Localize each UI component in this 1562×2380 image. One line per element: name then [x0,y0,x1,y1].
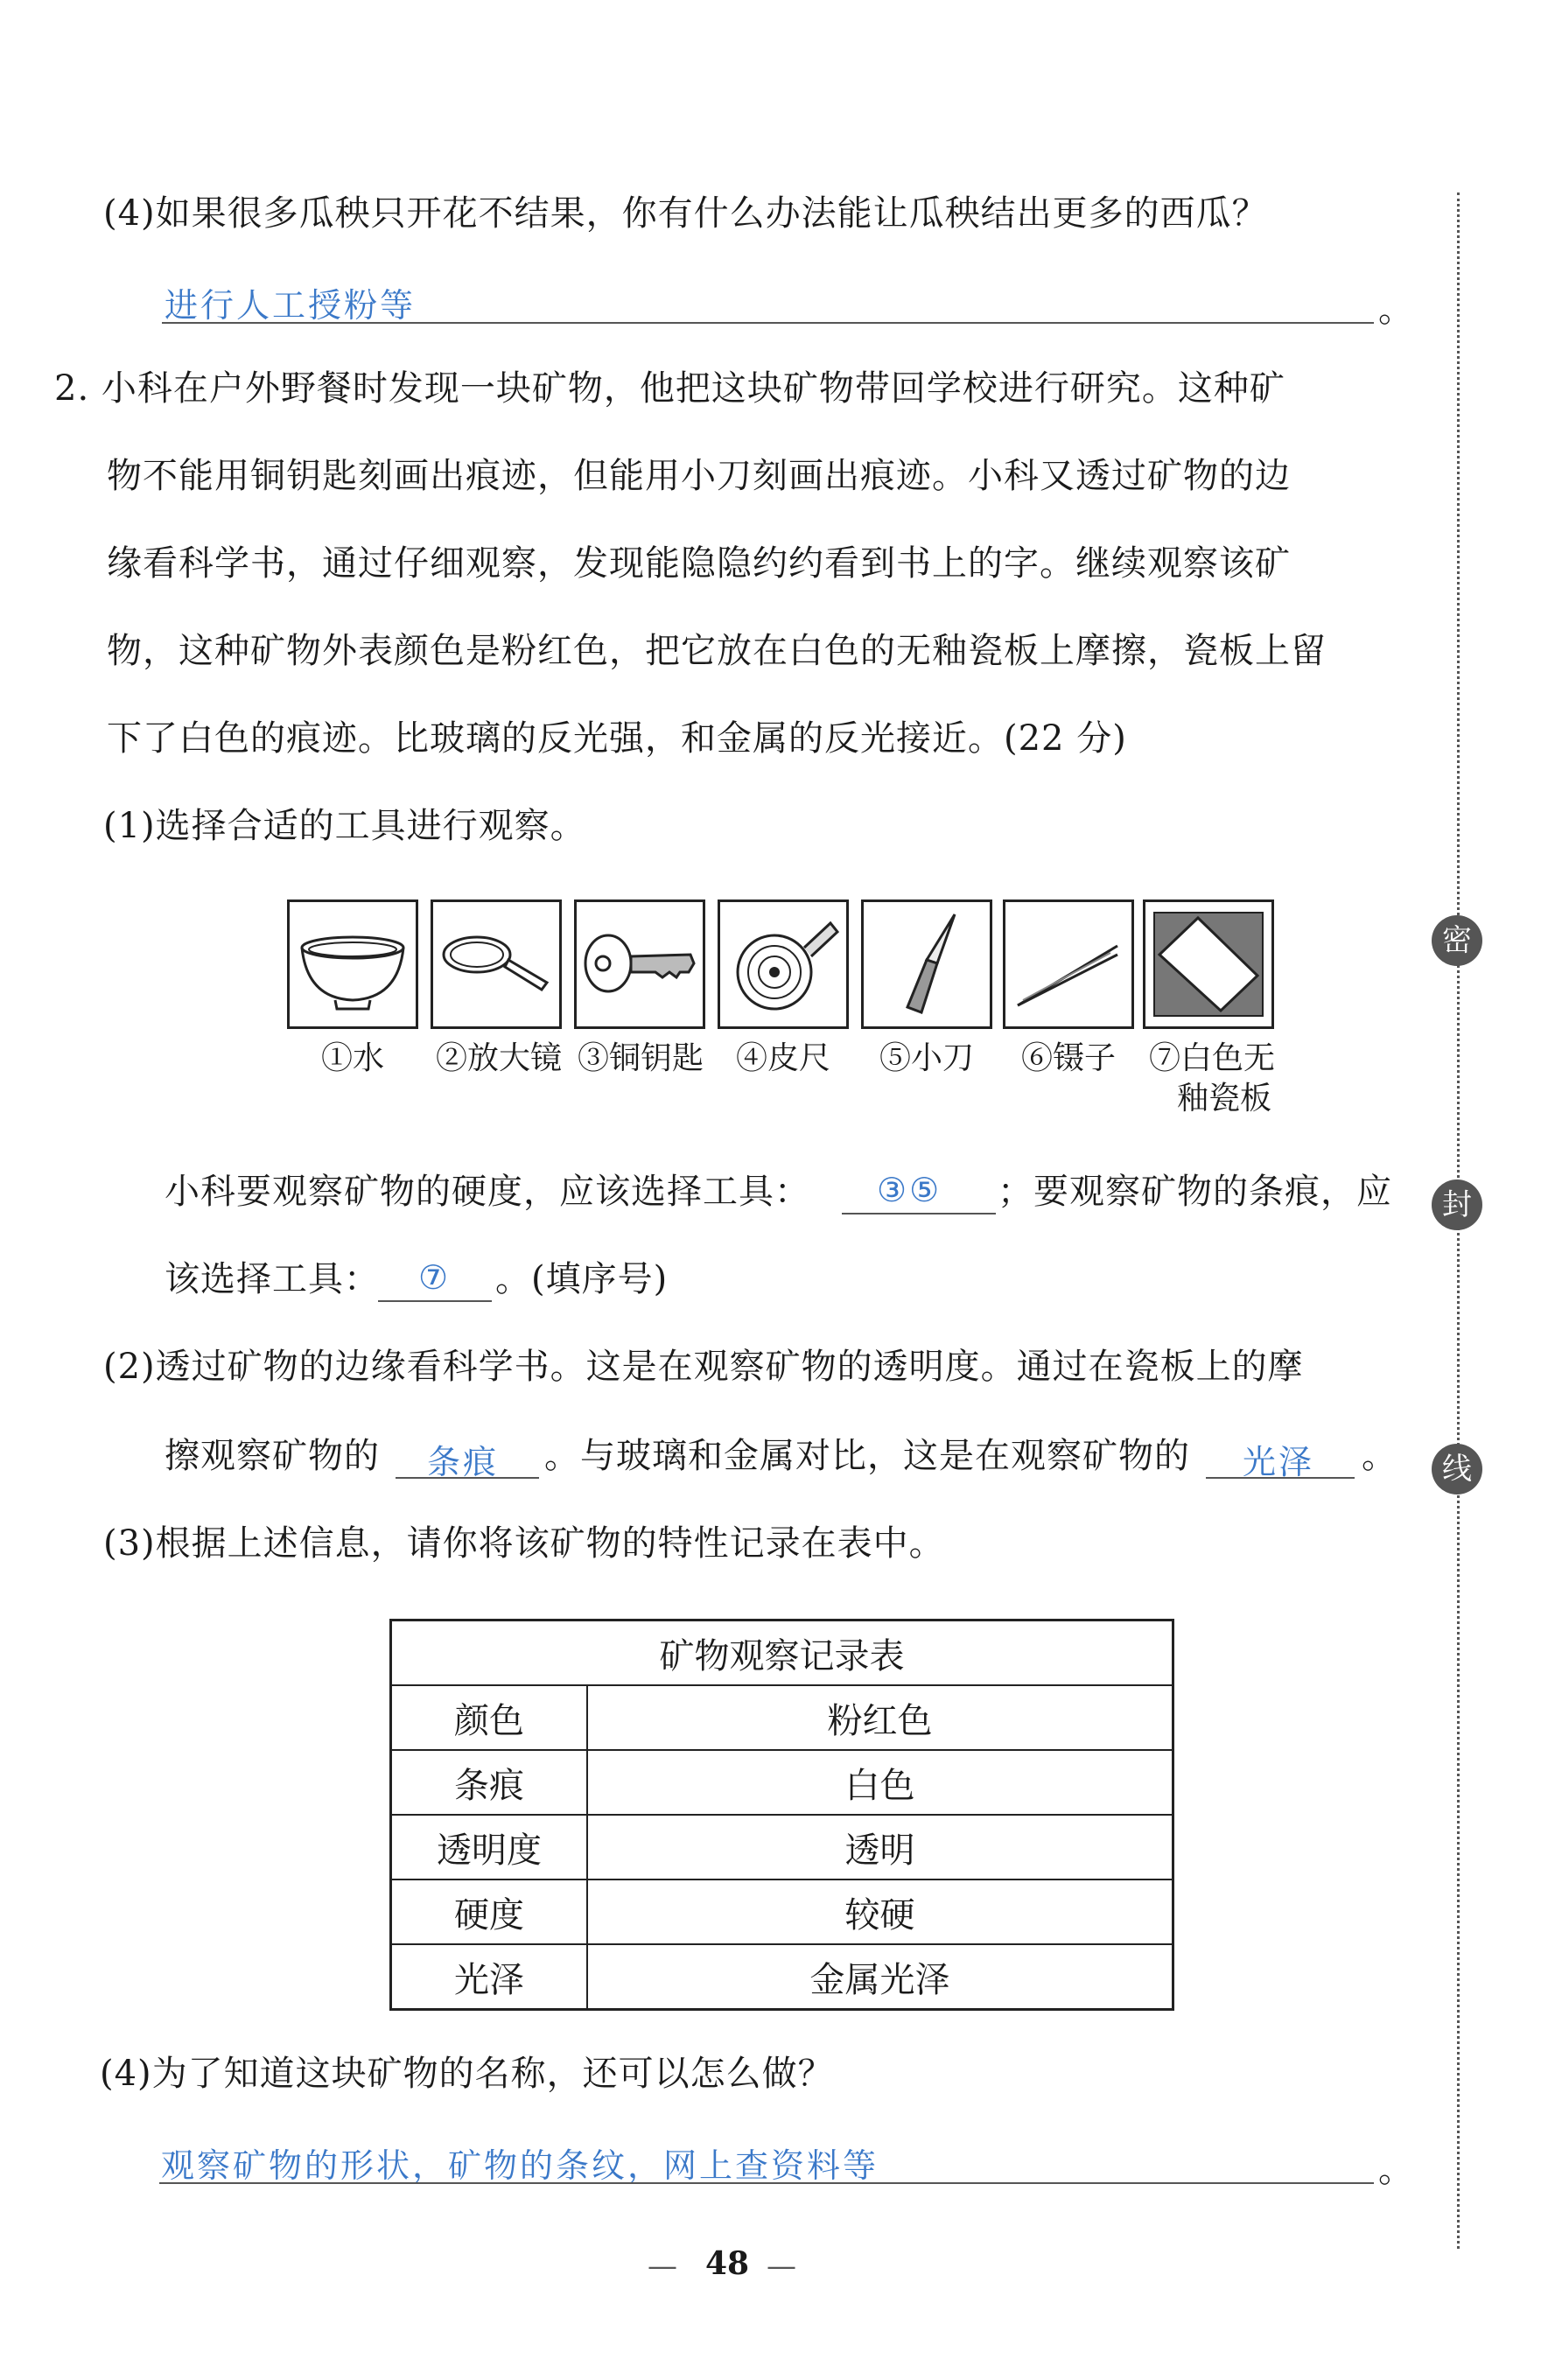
answer-sub4: 观察矿物的形状，矿物的条纹，网上查资料等 [161,2146,879,2185]
table-key: 硬度 [391,1880,588,1944]
table-row [391,1944,1173,2010]
q2-line-5: 下了白色的痕迹。比玻璃的反光强，和金属的反光接近。(22 分) [107,718,1127,759]
sub2-text-a: 擦观察矿物的 [165,1436,380,1476]
table-key: 光泽 [391,1944,588,2010]
table-row [391,1815,1173,1880]
table-value: 金属光泽 [587,1944,1173,2010]
table-title: 矿物观察记录表 [391,1620,1173,1686]
mineral-record-table [389,1619,1174,2011]
page-number: 48 [705,2245,750,2282]
sub4-end: 。 [1378,2150,1414,2190]
tool-caption-4: ④皮尺 [735,1040,830,1076]
sub1-text-d: 。(填序号) [495,1259,669,1299]
sub3: (3)根据上述信息，请你将该矿物的特性记录在表中。 [103,1523,945,1564]
magnifier-icon [431,900,562,1029]
sub2-text-b: 。与玻璃和金属对比，这是在观察矿物的 [544,1436,1190,1476]
page-dash-left: — [648,2249,677,2284]
q2-line-3: 缘看科学书，通过仔细观察，发现能隐隐约约看到书上的字。继续观察该矿 [107,543,1291,584]
tool-caption-7b: 釉瓷板 [1176,1081,1271,1116]
tweezers-icon [1003,900,1134,1029]
seal-xian: 线 [1432,1444,1482,1494]
table-value: 较硬 [587,1880,1173,1944]
answer-end: 。 [1378,290,1414,330]
tool-caption-2: ②放大镜 [435,1040,562,1076]
answer-luster: 光泽 [1243,1443,1315,1481]
sub4: (4)为了知道这块矿物的名称，还可以怎么做？ [100,2054,834,2094]
q2-line-1: 2. 小科在户外野餐时发现一块矿物，他把这块矿物带回学校进行研究。这种矿 [54,368,1285,409]
seal-mi: 密 [1432,915,1482,966]
tool-caption-7: ⑦白色无 [1148,1040,1275,1076]
sub2-line-1: (2)透过矿物的边缘看科学书。这是在观察矿物的透明度。通过在瓷板上的摩 [103,1347,1304,1387]
tool-caption-5: ⑤小刀 [879,1040,974,1076]
knife-icon [861,900,992,1029]
sub1-text-a: 小科要观察矿物的硬度，应该选择工具： [165,1172,810,1212]
sub2-end: 。 [1362,1436,1397,1476]
q2-line-2: 物不能用铜钥匙刻画出痕迹，但能用小刀刻画出痕迹。小科又透过矿物的边 [107,456,1291,496]
seal-feng: 封 [1432,1180,1482,1230]
tool-caption-1: ①水 [320,1040,384,1076]
table-row [391,1685,1173,1750]
table-value: 透明 [587,1815,1173,1880]
blank-streak [378,1300,492,1302]
table-row [391,1750,1173,1815]
porcelain-plate-icon [1143,900,1274,1029]
page-dash-right: — [767,2249,796,2284]
answer-line-sub4 [159,2182,1374,2184]
tool-caption-3: ③铜钥匙 [577,1040,704,1076]
answer-hardness: ③⑤ [877,1171,942,1209]
sub1-text-b: ；要观察矿物的条痕，应 [998,1172,1392,1212]
question-1-4: (4)如果很多瓜秧只开花不结果，你有什么办法能让瓜秧结出更多的西瓜？ [103,193,1268,234]
sub1-text-c: 该选择工具： [165,1259,380,1299]
table-value: 白色 [587,1750,1173,1815]
q2-sub1: (1)选择合适的工具进行观察。 [103,806,586,846]
table-row [391,1880,1173,1944]
bowl-icon [287,900,418,1029]
table-key: 颜色 [391,1685,588,1750]
blank-hardness [842,1213,996,1214]
q2-line-4: 物，这种矿物外表颜色是粉红色，把它放在白色的无釉瓷板上摩擦，瓷板上留 [107,631,1327,671]
tool-caption-6: ⑥镊子 [1020,1040,1116,1076]
answer-line [162,322,1374,324]
table-key: 透明度 [391,1815,588,1880]
key-icon [574,900,705,1029]
answer-streak: ⑦ [418,1258,452,1297]
answer-1-4: 进行人工授粉等 [165,286,417,325]
tape-measure-icon [718,900,849,1029]
table-key: 条痕 [391,1750,588,1815]
table-value: 粉红色 [587,1685,1173,1750]
answer-streak-2: 条痕 [427,1443,500,1481]
